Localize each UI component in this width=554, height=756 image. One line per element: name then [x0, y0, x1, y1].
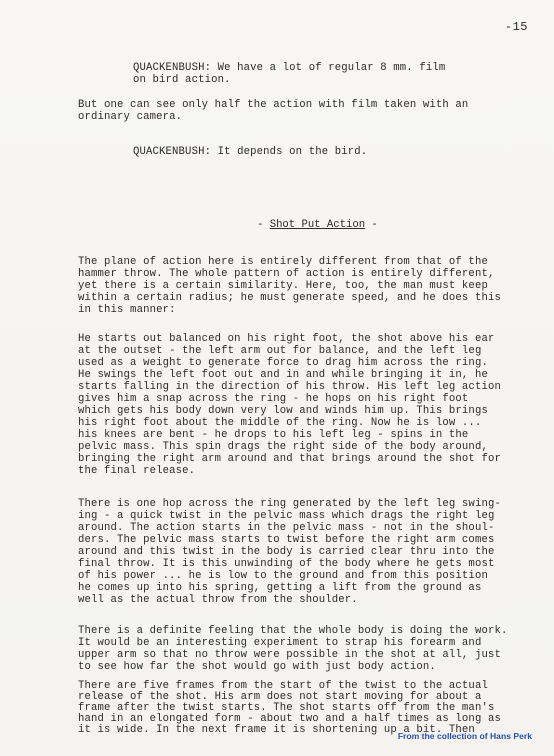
text-line: release of the shot. His arm does not start moving for about a	[78, 691, 482, 703]
text-line: upper arm so that no throw were possible in the shot at all, just	[78, 649, 501, 661]
text-line: But one can see only half the action with film taken with an	[78, 99, 469, 111]
text-line: his right foot about the middle of the ring. Now he is low ...	[78, 417, 482, 429]
section-heading	[257, 219, 378, 231]
text-line: There are five frames from the start of the twist to the actual	[78, 680, 488, 692]
text-line: pelvic mass. This spin drags the right side of the body around,	[78, 441, 488, 453]
text-line: his knees are bent - he drops to his left leg - spins in the	[78, 429, 469, 441]
heading-prefix: -	[257, 219, 270, 231]
text-line: well as the actual throw from the shoulder.	[78, 594, 358, 606]
text-line: it is wide. In the next frame it is shortening up a bit. Then	[78, 724, 475, 736]
text-line: ing - a quick twist in the pelvic mass which drags the right leg	[78, 510, 495, 522]
text-line: to see how far the shot would go with just body action.	[78, 661, 436, 673]
text-line: ders. The pelvic mass starts to twist before the right arm comes	[78, 534, 495, 546]
text-line: the final release.	[78, 465, 196, 477]
text-line: It would be an interesting experiment to strap his forearm and	[78, 637, 482, 649]
text-line: gives him a snap across the ring - he hops on his right foot	[78, 393, 469, 405]
text-line: of his power ... he is low to the ground and from this position	[78, 570, 488, 582]
page-number: -15	[504, 20, 528, 34]
dialogue-line: QUACKENBUSH: It depends on the bird.	[133, 146, 368, 158]
heading-suffix: -	[365, 219, 378, 231]
dialogue-line: on bird action.	[133, 74, 231, 86]
text-line: hand in an elongated form - about two and a half times as long as	[78, 713, 501, 725]
text-line: There is a definite feeling that the whole body is doing the work.	[78, 625, 508, 637]
text-line: frame after the twist starts. The shot starts off from the man's	[78, 702, 495, 714]
text-line: He swings the left foot out and in and while bringing it in, he	[78, 369, 488, 381]
text-line: final throw. It is this unwinding of the body where he gets most	[78, 558, 495, 570]
text-line: The plane of action here is entirely different from that of the	[78, 256, 488, 268]
text-line: at the outset - the left arm out for balance, and the left leg	[78, 345, 482, 357]
text-line: which gets his body down very low and winds him up. This brings	[78, 405, 488, 417]
text-line: he comes up into his spring, getting a lift from the ground as	[78, 582, 482, 594]
collection-credit: From the collection of Hans Perk	[397, 731, 532, 741]
heading-title: Shot Put Action	[269, 219, 366, 231]
text-line: around. The action starts in the pelvic mass - not in the shoul-	[78, 522, 495, 534]
text-line: He starts out balanced on his right foot, the shot above his ear	[78, 333, 495, 345]
text-line: yet there is a certain similarity. Here, too, the man must keep	[78, 280, 488, 292]
text-line: bringing the right arm around and that brings around the shot for	[78, 453, 501, 465]
text-line: hammer throw. The whole pattern of action is entirely different,	[78, 268, 495, 280]
text-line: around and this twist in the body is carried clear thru into the	[78, 546, 495, 558]
text-line: used as a weight to generate force to drag him across the ring.	[78, 357, 488, 369]
text-line: starts falling in the direction of his throw. His left leg action	[78, 381, 501, 393]
dialogue-line: QUACKENBUSH: We have a lot of regular 8 mm. film	[133, 62, 446, 74]
text-line: within a certain radius; he must generate speed, and he does this	[78, 292, 501, 304]
text-line: There is one hop across the ring generated by the left leg swing-	[78, 498, 501, 510]
text-line: in this manner:	[78, 304, 176, 316]
text-line: ordinary camera.	[78, 111, 183, 123]
